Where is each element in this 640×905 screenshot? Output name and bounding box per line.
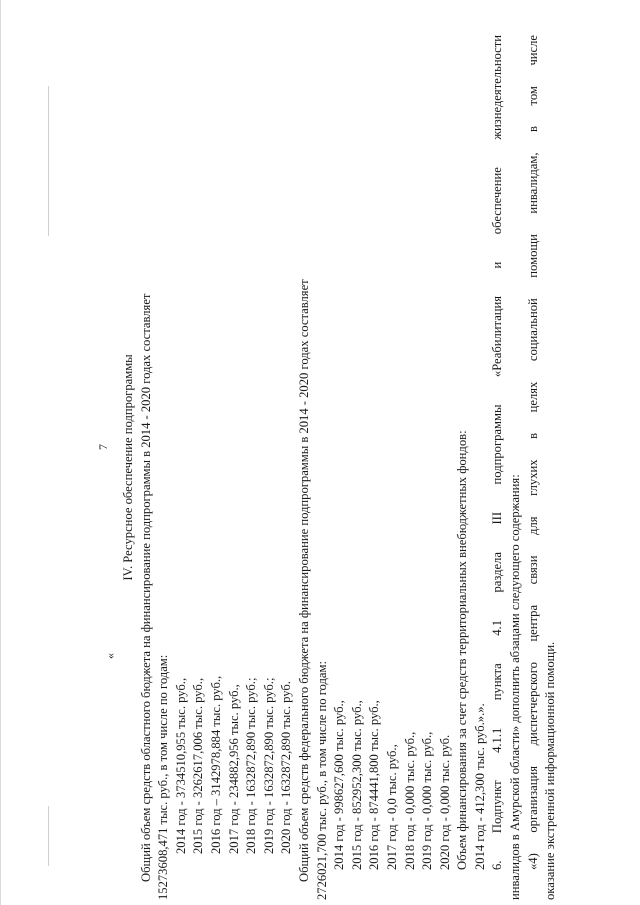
scan-mark-bottom bbox=[48, 806, 49, 866]
regional-year-line: 2020 год - 1632872,890 тыс. руб. bbox=[279, 681, 294, 854]
item6-line2: инвалидов в Амурской области» дополнить абзацами следующего содержания: bbox=[508, 474, 523, 900]
quote-mark: « bbox=[103, 653, 117, 659]
page-number: 7 bbox=[96, 444, 110, 450]
section-title: IV. Ресурсное обеспечение подпрограммы bbox=[121, 354, 135, 581]
federal-year-line: 2020 год - 0,000 тыс. руб. bbox=[437, 734, 452, 870]
regional-year-line: 2015 год - 3262617,006 тыс. руб., bbox=[191, 677, 206, 854]
item6-line3: «4) организация диспетчерского центра связи для глухих в целях социальной помощи инвалидам, в том числе bbox=[525, 35, 540, 870]
federal-intro-line2: 2726021,700 тыс. руб., в том числе по годам: bbox=[314, 661, 329, 900]
federal-year-line: 2014 год - 998627,600 тыс. руб., bbox=[332, 700, 347, 870]
federal-year-line: 2016 год - 874441,800 тыс. руб., bbox=[367, 700, 382, 870]
federal-intro-line1: Общий объем средств федерального бюджета на финансирование подпрограммы в 2014 - 2020 годах составляет bbox=[296, 279, 311, 882]
item6-line4: оказание экстренной информационной помощи. bbox=[543, 641, 558, 900]
item6-line1: 6. Подпункт 4.1.1 пункта 4.1 раздела III подпрограммы «Реабилитация и обеспечение жизнедеятельности bbox=[490, 35, 505, 870]
regional-year-line: 2017 год - 234882,956 тыс. руб., bbox=[226, 684, 241, 854]
regional-intro-line1: Общий объем средств областного бюджета на финансирование подпрограммы в 2014 - 2020 годах составляет bbox=[138, 293, 153, 882]
federal-year-line: 2015 год - 852952,300 тыс. руб., bbox=[349, 700, 364, 870]
rotated-page bbox=[95, 15, 558, 900]
document-body bbox=[120, 35, 560, 900]
funds-line: 2014 год - 412,300 тыс. руб.».». bbox=[472, 703, 487, 870]
regional-year-line: 2016 год – 3142978,884 тыс. руб., bbox=[208, 675, 223, 854]
regional-year-line: 2018 год - 1632872,890 тыс. руб.; bbox=[244, 677, 259, 854]
regional-intro-line2: 15273608,471 тыс. руб., в том числе по годам: bbox=[156, 654, 171, 900]
federal-year-line: 2019 год - 0,000 тыс. руб., bbox=[420, 731, 435, 870]
federal-year-line: 2017 год - 0,0 тыс. руб., bbox=[384, 744, 399, 870]
funds-intro: Объем финансирования за счет средств территориальных внебюджетных фондов: bbox=[455, 430, 470, 870]
regional-year-line: 2019 год - 1632872,890 тыс. руб.; bbox=[261, 677, 276, 854]
scan-mark-top bbox=[48, 86, 49, 236]
federal-year-line: 2018 год - 0,000 тыс. руб., bbox=[402, 731, 417, 870]
regional-year-line: 2014 год - 3734510,955 тыс. руб., bbox=[173, 677, 188, 854]
